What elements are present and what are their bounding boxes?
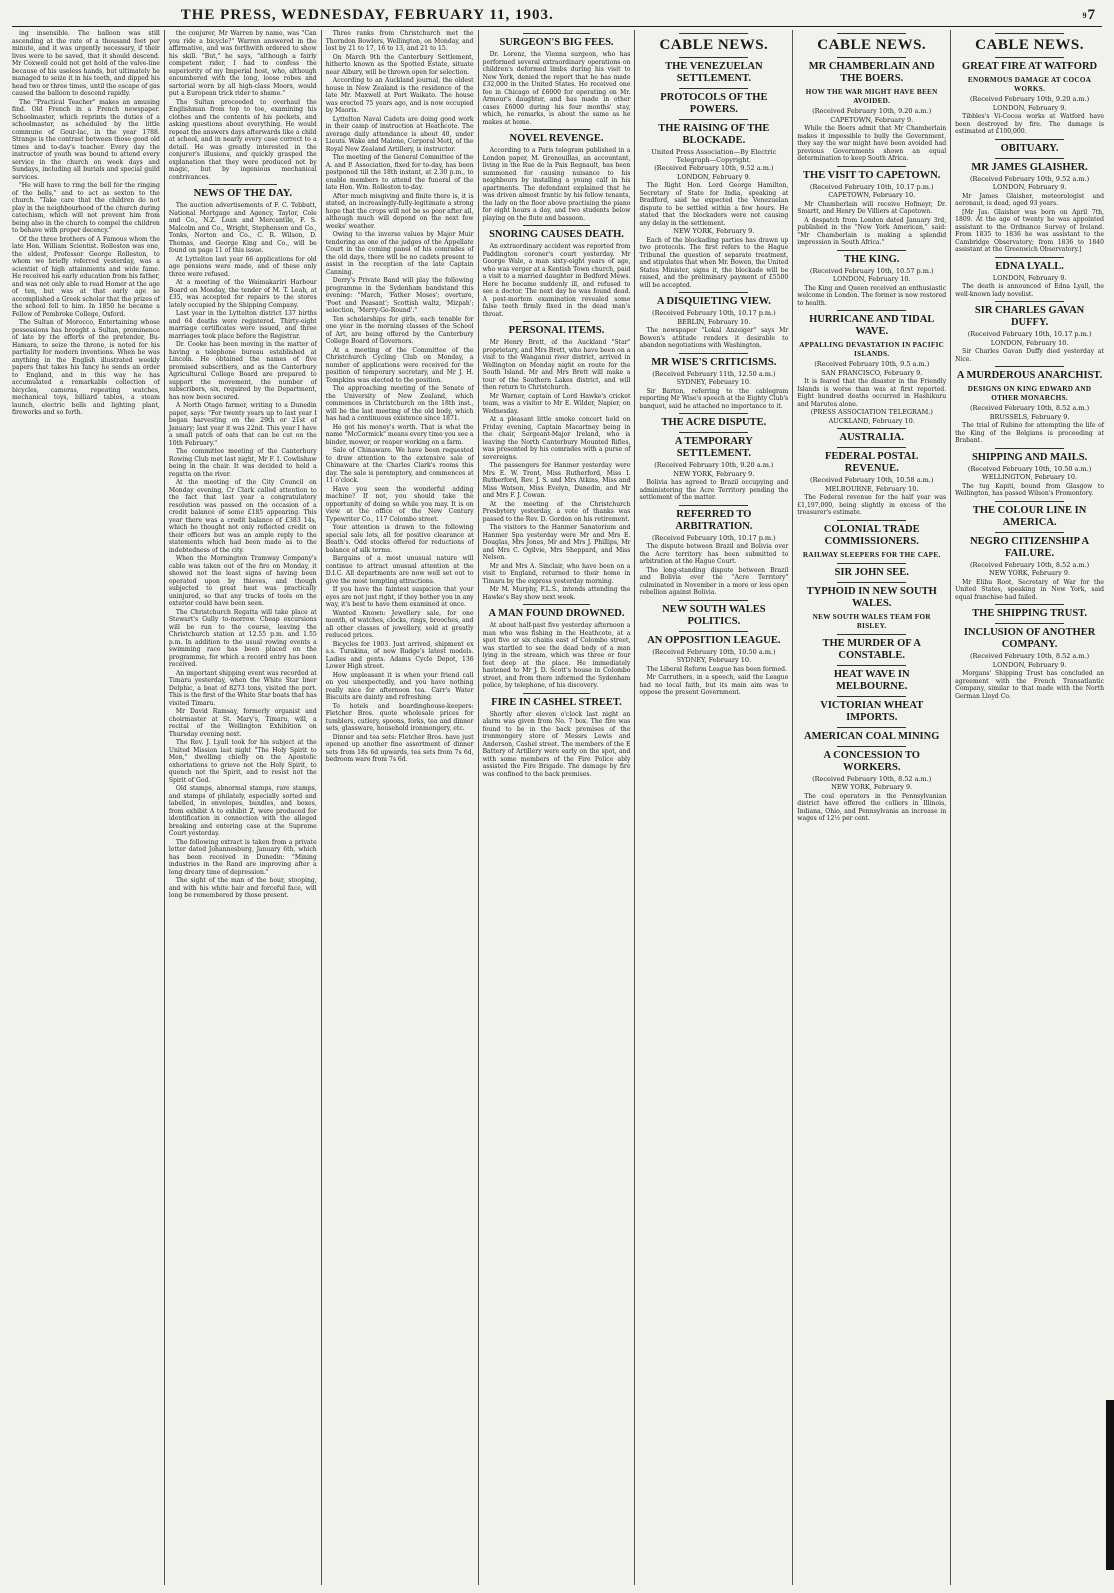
headline: VICTORIAN WHEAT IMPORTS. xyxy=(820,699,924,723)
divider xyxy=(679,505,748,506)
headline: SIR JOHN SEE. xyxy=(834,566,909,578)
article-paragraph: The Christchurch Regatta will take place at Stewart's Gully to-morrow. Cheap excursions will be run to the course, leaving the Christchurch station at 12.55 p.m. and 1.55 p.m. In addition to the usual rowing events a swimming race has been placed on the programme, for which a record entry has been received. xyxy=(168,608,317,668)
dateline: SAN FRANCISCO, February 9. xyxy=(821,368,923,377)
article-paragraph: Sir Charles Gavan Duffy died yesterday at Nice. xyxy=(955,348,1105,363)
article-paragraph: According to an Auckland journal, the oldest house in New Zealand is the residence of the late Mr. Maxwell at Port Waikato. The house was erected 75 years ago, and is now occupied by Maoris. xyxy=(325,77,474,114)
divider xyxy=(679,600,748,601)
divider xyxy=(837,250,906,251)
divider xyxy=(679,33,748,34)
divider xyxy=(837,428,906,429)
divider xyxy=(995,57,1064,58)
divider xyxy=(837,582,906,583)
dateline: (Received February 10th, 10.50 a.m.) xyxy=(967,464,1092,473)
scan-edge-shadow xyxy=(1106,1400,1114,1570)
article-paragraph: The auction advertisements of F. C. Tebbutt, National Mortgage and Agency, Taylor, Cole and Co., N.Z. Loan and Mercantile, F. S. Malcolm and Co., Wright, Stephenson and Co., Tonks, Norton and Co., C. R. Wilson, D. Thomas, and George King and Co., will be found on page 11 of this issue. xyxy=(168,202,317,254)
headline: A MURDEROUS ANARCHIST. xyxy=(956,370,1103,381)
column-1 xyxy=(8,30,165,1585)
headline: MR WISE'S CRITICISMS. xyxy=(651,356,777,368)
article-paragraph: It is feared that the disaster in the Friendly Islands is worse than was at first reported. Eight hundred deaths occurred in Hashikuru and Marutea alone. xyxy=(797,378,947,408)
article-paragraph: The approaching meeting of the Senate of the University of New Zealand, which commences in Christchurch on the 18th inst., will be the last meeting of the old body, which has had a continuous existence since 1871. xyxy=(325,385,474,422)
article-paragraph: After much misgiving and finite there is, it is stated, an increasingly-fully-legitimate a strong hope that the crops will not be so poor after all, although much will depend on the next few weeks' weather. xyxy=(325,192,474,230)
divider xyxy=(995,366,1064,367)
article-paragraph: The meeting of the General Committee of the A. and P. Association, fixed for to-day, has been postponed till the 18th instant, at 2.30 p.m., to enable members to attend the funeral of the late Hon. Wm. Rolleston to-day. xyxy=(325,154,474,191)
divider xyxy=(995,623,1064,624)
article-paragraph: Bicycles for 1903. Just arrived, shipment ex s.s. Turakina, of new Rudge's latest models. Ladies and gents. Adams Cycle Depot, 136 Lower High street. xyxy=(325,640,474,670)
dateline: (Received February 10th, 9.20 a.m.) xyxy=(969,95,1090,103)
dateline: (Received February 10th, 8.52 a.m.) xyxy=(812,774,932,783)
dateline: NEW YORK, February 9. xyxy=(831,783,913,791)
article-paragraph: Mr James Glaisher, meteorologist and aeronaut, is dead, aged 93 years. xyxy=(955,192,1105,207)
headline: CABLE NEWS. xyxy=(975,37,1085,53)
article-paragraph: Old stamps, abnormal stamps, rare stamps, and stamps of philately, especially sorted and labelled, in envelopes, bundles, and boxes, from exhibit A to exhibit Z, were produced for identification in connection with the alleged breaking and entering case at the Supreme Court yesterday. xyxy=(168,785,317,837)
divider xyxy=(837,310,906,311)
divider xyxy=(523,225,591,226)
dateline: (Received February 10th, 9.20 a.m.) xyxy=(654,461,774,469)
page-number: 7 xyxy=(1087,6,1096,23)
dateline: LONDON, February 9. xyxy=(677,172,751,181)
article-paragraph: Sir Barton, referring to the cablegram reporting Mr Wise's speech at the Eighty Club's banquet, said he attached no importance to it. xyxy=(639,387,789,410)
article-paragraph: A North Otago farmer, writing to a Dunedin paper, says: "For twenty years up to last year I began harvesting on the 29th or 21st of January; last year it was 22nd. This year I have a small patch of oats that can be cut on the 10th February." xyxy=(168,402,317,447)
article-paragraph: To hotels and boardinghouse-keepers: Fletcher Bros. quote wholesale prices for tumblers, cutlery, spoons, forks, tea and dinner sets, glassware, household ironmongery, etc. xyxy=(325,702,474,732)
headline: THE RAISING OF THE BLOCKADE. xyxy=(658,123,770,146)
article-paragraph: The sight of the man of the hour, stooping, and with his white hair and forceful face, will long be remembered by those present. xyxy=(168,877,317,899)
headline: THE MURDER OF A CONSTABLE. xyxy=(822,637,921,661)
article-paragraph: The Liberal Reform League has been formed. xyxy=(646,665,787,673)
headline: A MAN FOUND DROWNED. xyxy=(488,608,625,619)
article-paragraph: The passengers for Hanmer yesterday were Mrs E. W. Trent, Miss Rutherford, Miss I. Rutherford, Rev. J. S. and Mrs Atkins, Miss and Miss Watson, Miss Evelyn, Dunedin, and Mr and Mrs F. J. Cowan. xyxy=(482,462,631,499)
article-paragraph: The Right Hon. Lord George Hamilton, Secretary of State for India, speaking at Bradford, said he expected the Venezuelan dispute to be settled within a few hours. He stated that the blockaders were not causing any delay in the settlement. xyxy=(639,182,789,227)
divider xyxy=(837,727,906,728)
dateline: SYDNEY, February 10. xyxy=(676,378,752,386)
article-paragraph: Mr David Ramsay, formerly organist and choirmaster at St. Mary's, Timaru, will, a recital of the Wellington Exhibition on Thursday evening next. xyxy=(168,708,317,738)
article-paragraph: Bolivia has agreed to Brazil occupying and administering the Acre Territory pending the settlement of the matter. xyxy=(639,479,789,501)
divider xyxy=(995,257,1064,258)
dateline: LONDON, February 9. xyxy=(992,660,1067,669)
divider xyxy=(995,301,1064,302)
dateline: (Received February 10th, 10.58 a.m.) xyxy=(810,476,934,484)
masthead xyxy=(12,4,1102,27)
article-paragraph: A despatch from London dated January 3rd, published in the "New York American," said: "Mr Chamberlain is making a splendid impression in South Africa." xyxy=(797,216,947,246)
article-paragraph: [Mr Jas. Glaisher was born on April 7th, 1809. At the age of twenty he was appointed assistant to the Ordnance Survey of Ireland. From 1835 to 1836 he was assistant to the Cambridge Observatory; from 1836 to 1840 assistant at the Greenwich Observatory.] xyxy=(955,208,1105,253)
headline: OBITUARY. xyxy=(1000,142,1059,154)
headline: AMERICAN COAL MINING xyxy=(804,730,940,742)
article-paragraph: "He will have to ring the bell for the ringing of the bells," and to act as sexton to the church. "Take care that the children do not play in the neighbourhood of the church during catechism, which will not prevent him from being also in the church to compel the children to behave with proper decency." xyxy=(12,182,160,234)
article-paragraph: According to a Paris telegram published in a London paper, M. Grenouillas, an accountant, living in the Rue de la Paix Regnault, has been summoned for causing nuisance to his neighbours by installing a young calf in his apartments. The defendant explained that he was driven almost frantic by his fellow tenants, the lady on the floor above practising the piano for eight hours a day, and two students below playing on the flute and bassoon. xyxy=(482,147,631,222)
article-paragraph: On March 9th the Canterbury Settlement, hitherto known as the Spotted Estate, situate near Albury, will be thrown open for selection. xyxy=(325,53,474,76)
divider xyxy=(837,665,906,666)
divider xyxy=(679,353,748,354)
article-paragraph: At a meeting of the Waimakariri Harbour Board on Monday, the tender of M. T. Leah, at £35, was accepted for repairs to the stores lately occupied by the Shipping Company. xyxy=(168,279,317,309)
headline: GREAT FIRE AT WATFORD xyxy=(962,61,1098,72)
article-paragraph: At a meeting of the Committee of the Christchurch Cycling Club on Monday, a number of applications were received for the position of temporary secretary, and Mr J. H. Tompkins was elected to the position. xyxy=(325,346,474,384)
divider xyxy=(837,563,906,564)
headline: A TEMPORARY SETTLEMENT. xyxy=(674,436,753,459)
headline: THE KING. xyxy=(844,253,900,265)
headline: A DISQUIETING VIEW. xyxy=(656,296,771,307)
article-paragraph: Wanted Known: Jewellery sale, for one month, of watches, clocks, rings, brooches, and all other classes of jewellery, sold at greatly reduced prices. xyxy=(325,609,474,639)
dateline: LONDON, February 10. xyxy=(832,275,911,283)
article-paragraph: Morgans' Shipping Trust has concluded an agreement with the French Transatlantic Company, similar to that made with the North German Lloyd Co. xyxy=(955,670,1105,700)
article-paragraph: The "Practical Teacher" makes an amusing find. Old French in a French newspaper. Schoolmaster, which reprints the duties of a schoolmaster, as scheduled by the little commune of Gour-lac, in the year 1788. Strange is the contrast between those good old times and to-day's teacher. Every day the instructor of youth was bound to attend every service in the church on week days and Sundays, including all burials and special guild services. xyxy=(12,98,160,181)
headline: THE VISIT TO CAPETOWN. xyxy=(803,169,941,181)
headline: FEDERAL POSTAL REVENUE. xyxy=(825,451,919,474)
headline: HEAT WAVE IN MELBOURNE. xyxy=(833,668,910,692)
headline: COLONIAL TRADE COMMISSIONERS. xyxy=(823,523,920,547)
headline: REFERRED TO ARBITRATION. xyxy=(675,508,753,532)
headline: NEGRO CITIZENSHIP A FAILURE. xyxy=(970,535,1090,559)
headline: SIR CHARLES GAVAN DUFFY. xyxy=(974,305,1085,328)
dateline: LONDON, February 10. xyxy=(990,338,1069,347)
dateline: NEW YORK, February 9. xyxy=(673,227,755,235)
article-paragraph: The following extract is taken from a private letter dated Johannesburg, January 6th, which has been received in Dunedin: "Mining industries in the Rand are improving after a long dreary time of depression." xyxy=(168,838,317,876)
article-paragraph: Last year in the Lyttelton district 137 births and 64 deaths were registered. Thirty-eight marriage certificates were issued, and three marriages took place before the Registrar. xyxy=(168,310,317,340)
article-paragraph: ing insensible. The balloon was still ascending at the rate of a thousand feet per minute, and it was urgently necessary, if their lives were to be saved, that it should descend. Mr Coxwell could not get hold of the valve-line because of his useless hands, but ultimately he managed to seize it in his teeth, and dipped his head two or three times, until the escape of gas caused the balloon to descend rapidly. xyxy=(12,30,160,97)
article-paragraph: The Sultan of Morocco, Entertaining whose possessions has brought a Sultan, prominence of late by the efforts of the pretender, Bu-Hamara, to seize the throne, is noted for his partiality for modern inventions. When he was anything in the English illustrated weekly papers that takes his fancy he sends an order to England, and in this way he has accumulated a remarkable collection of bicycles, cameras, repeating watches, mechanical toys, billiard tables, a steam launch, electric bells and lighting plant, fireworks and so forth. xyxy=(12,319,160,416)
article-paragraph: The Rev. J. Lyall took for his subject at the United Mission last night "The Holy Spirit to Men," dwelling chiefly on the Apostolic exhortations to grieve not the Holy Spirit, to quench not the Spirit, and to resist not the Spirit of God. xyxy=(168,739,317,784)
article-paragraph: At the meeting of the City Council on Monday evening, Cr Clark called attention to the fact that last year a congratulatory resolution was passed on the occasion of a credit balance of some £185 appearing. This year there was a credit balance of £383 14s, which he thought not only reflected credit on their officers but was an ample reply to the statements which had been made as to the indebtedness of the city. xyxy=(168,479,317,554)
divider xyxy=(837,520,906,521)
column-7 xyxy=(951,30,1108,1585)
headline: THE VENEZUELAN SETTLEMENT. xyxy=(665,61,763,84)
headline: MR JAMES GLAISHER. xyxy=(971,161,1088,173)
headline: AUSTRALIA. xyxy=(839,432,904,443)
divider xyxy=(679,57,748,58)
article-paragraph: Shortly after eleven o'clock last night an alarm was given from No. 7 box. The fire was found to be in the back premises of the ironmongery store of Messrs Lewis and Anderson, Cashel street. The members of the E Battery of Artillery were early on the spot, and with some members of the Fire Police ably assisted the Fire Brigade. The damage by fire was confined to the back premises. xyxy=(482,710,631,778)
divider xyxy=(995,33,1064,34)
article-paragraph: At the meeting of the Christchurch Presbytery yesterday, a vote of thanks was passed to the Rev. D. Gordon on his retirement. xyxy=(482,500,631,523)
headline: CABLE NEWS. xyxy=(659,37,769,53)
divider xyxy=(837,634,906,635)
article-paragraph: Mr Henry Brett, of the Auckland "Star" proprietary, and Mrs Brett, who have been on a visit to the Wanganui river district, arrived in Wellington on Monday night en route for the South Island. Mr and Mrs Brett will make a tour of the Southern Lakes district, and will then return to Christchurch. xyxy=(482,339,631,391)
article-paragraph: Derry's Private Band will play the following programme in the Sydenham bandstand this evening: "March, 'Father Moses'; overture, 'Poet and Peasant'; Scottish waltz, 'Mizpah'; selection, 'Merry-Go-Round'." xyxy=(325,277,474,314)
article-paragraph: Dr. Cooke has been moving in the matter of having a telephone bureau established at Lincoln. He obtained the names of five promised subscribers, and as the Canterbury Agricultural College Board are prepared to support the movement, the number of subscribers, six, required by the Department, has now been secured. xyxy=(168,341,317,401)
headline: MR CHAMBERLAIN AND THE BOERS. xyxy=(808,61,935,84)
dateline: (Received February 11th, 12.50 a.m.) xyxy=(652,369,776,378)
column-5 xyxy=(635,30,793,1585)
article-paragraph: He got his money's worth. That is what the name "McCormick" means every time you see a binder, mower, or reaper working on a farm. xyxy=(325,423,474,446)
headline: A CONCESSION TO WORKERS. xyxy=(823,749,920,773)
dateline: NEW YORK, February 9. xyxy=(989,569,1071,577)
divider xyxy=(995,532,1064,533)
dateline: CAPETOWN, February 9. xyxy=(830,115,914,124)
headline: SNORING CAUSES DEATH. xyxy=(489,229,624,240)
dateline: (Received February 10th, 10.17 p.m.) xyxy=(809,182,934,191)
article-paragraph: Mr Elihu Root, Secretary of War for the United States, speaking in New York, said equal franchise had failed. xyxy=(955,578,1105,601)
dateline: (Received February 10th, 9.52 a.m.) xyxy=(969,174,1090,183)
article-paragraph: While the Boers admit that Mr Chamberlain makes it impossible to bully the Government, they say the war might have been avoided had previous Governments shown an equal determination to keep South Africa. xyxy=(797,125,947,162)
article-paragraph: The newspaper "Lokal Anzeiger" says Mr Bowen's attitude renders it desirable to abandon negotiations with Washington. xyxy=(639,327,789,349)
headline: PERSONAL ITEMS. xyxy=(508,325,605,336)
article-paragraph: The tug Kapiti, bound from Glasgow to Wellington, has passed Wilson's Promontory. xyxy=(955,482,1105,497)
dateline: LONDON, February 9. xyxy=(992,103,1067,112)
headline: HOW THE WAR MIGHT HAVE BEEN AVOIDED. xyxy=(805,88,938,105)
masthead-title: THE PRESS, WEDNESDAY, FEBRUARY 11, 1903. xyxy=(180,6,554,23)
column-4 xyxy=(479,30,636,1585)
headline: NEW SOUTH WALES POLITICS. xyxy=(662,603,766,627)
dateline: (Received February 10th, 8.52 a.m.) xyxy=(969,560,1090,569)
article-paragraph: Sale of Chinaware. We have been requested to draw attention to the extensive sale of Chinaware at the Charles Clark's rooms this day. The sale is peremptory, and commences at 11 o'clock. xyxy=(325,447,474,484)
article-paragraph: Mr Carruthers, in a speech, said the League had no local faith, but its main aim was to oppose the present Government. xyxy=(639,674,789,696)
article-paragraph: Your attention is drawn to the following special sale lots, all for positive clearance at Beath's. Odd stocks offered for reductions of balance of silk terms. xyxy=(325,524,474,554)
headline: HURRICANE AND TIDAL WAVE. xyxy=(809,314,935,337)
divider xyxy=(837,57,906,58)
article-paragraph: The coal operators in the Pennsylvanian district have offered the colliers in Illinois, Indiana, Ohio, and Pennsylvania an increase in wages of 12½ per cent. xyxy=(797,792,947,822)
headline: SURGEON'S BIG FEES. xyxy=(499,37,614,48)
headline: PROTOCOLS OF THE POWERS. xyxy=(660,92,768,115)
divider xyxy=(523,693,591,694)
article-paragraph: Each of the blockading parties has drawn up two protocols. The first refers to the Hague Tribunal the question of separate treatment, and stipulates that when Mr. Bowen, the United States Minister, signs it, the blockade will be raised, and the preliminary payment of £5500 will be accepted. xyxy=(639,236,789,289)
divider xyxy=(523,129,591,130)
dateline: (Received February 10th, 10.17 p.m.) xyxy=(652,309,776,317)
article-paragraph: The dispute between Brazil and Bolivia over the Acre territory has been submitted to arbitration at the Hague Court. xyxy=(639,543,789,565)
headline: RAILWAY SLEEPERS FOR THE CAPE. xyxy=(802,550,941,559)
headline: CABLE NEWS. xyxy=(817,37,927,53)
article-paragraph: Tibbles's Vi-Cocoa works at Watford have been destroyed by fire. The damage is estimated at £100,000. xyxy=(955,113,1105,135)
divider xyxy=(679,413,748,414)
dateline: (Received February 10th, 9.20 a.m.) xyxy=(812,107,932,115)
dateline: (Received February 10th, 8.52 a.m.) xyxy=(969,652,1090,660)
dateline: BRUSSELS, February 9. xyxy=(989,412,1070,421)
article-paragraph: Mr Chamberlain will receive Hofmeyr, Dr. Smartt, and Henry De Villiers at Capetown. xyxy=(797,200,947,215)
divider xyxy=(995,604,1064,605)
article-paragraph: Have you seen the wonderful adding machine? If not, you should take the opportunity of doing so while you may. It is on view at the office of the New Century Typewriter Co., 117 Colombo street. xyxy=(325,485,474,523)
divider xyxy=(679,631,748,632)
divider xyxy=(679,432,748,433)
dateline: WELLINGTON, February 10. xyxy=(982,473,1078,481)
dateline: (Received February 10th, 10.17 p.m.) xyxy=(652,533,776,542)
headline: TYPHOID IN NEW SOUTH WALES. xyxy=(806,585,937,609)
headline: NEW SOUTH WALES TEAM FOR BISLEY. xyxy=(812,612,931,630)
headline: SHIPPING AND MAILS. xyxy=(971,451,1088,463)
column-6 xyxy=(793,30,951,1585)
dateline: LONDON, February 9. xyxy=(992,273,1067,282)
article-paragraph: the conjurer, Mr Warren by name, was "Can you ride a bicycle?" Warren answered in the affirmative, and was forthwith ordered to show his skill. "But," he says, "although a fairly competent rider, I had to confess the superiority of my Imperial host, who, although encumbered with the long, loose robes and sartorial worn by all high-class Moors, would put a European trick rider to shame." xyxy=(168,30,317,97)
headline: AN OPPOSITION LEAGUE. xyxy=(647,634,781,646)
article-paragraph: The trial of Rubino for attempting the life of the King of the Belgians is proceeding at Brabant. xyxy=(955,422,1105,444)
article-paragraph: Owing to the inverse values by Major Muir tendering as one of the judges of the Appellate Court in the coming panel of his comrades of the old days, there will be no cadets present to assist in the reception of the late Captain Canning. xyxy=(325,231,474,276)
divider xyxy=(995,448,1064,449)
headline: NOVEL REVENGE. xyxy=(509,133,604,144)
article-paragraph: When the Mornington Tramway Company's cable was taken out of the fire on Monday, it showed not the least signs of having been operated upon by thieves, and though subjected to great heat was practically uninjured, so that any tracks of tools on the exterior could have been seen. xyxy=(168,555,317,607)
article-paragraph: Ten scholarships for girls, each tenable for one year in the morning classes of the School of Art, are being offered by the Canterbury College Board of Governors. xyxy=(325,315,474,345)
article-paragraph: Dr. Lorenz, the Vienna surgeon, who has performed several extraordinary operations on children's deformed limbs during his visit to New York, denied the report that he has made £32,000 in the United States. He received one fee in Chicago of £6000 for operating on Mr. Armour's daughter, and has made in other cases £6000 during his four months' stay, which, he remarks, is about the same as he makes at home. xyxy=(482,51,631,126)
divider xyxy=(209,184,277,185)
divider xyxy=(679,119,748,120)
divider xyxy=(523,321,591,322)
article-paragraph: An important shipping event was recorded at Timaru yesterday, when the White Star liner Delphic, a boat of 8273 tons, visited the port. This is the first of the White Star boats that has visited Timaru. xyxy=(168,669,317,707)
article-paragraph: At about half-past five yesterday afternoon a man who was fishing in the Heathcote, at a spot five or six chains east of Colombo street, was startled to see the dead body of a man lying in the stream, which was three or four feet deep at the place. He immediately hastened to Mr J. D. Scott's house in Colombo street, and from there informed the Sydenham police, by telephone, of his discovery. xyxy=(482,622,631,689)
headline: EDNA LYALL. xyxy=(995,260,1064,272)
article-paragraph: Mr and Mrs A. Sinclair, who have been on a visit to England, returned to their home in Timaru by the express yesterday morning. xyxy=(482,562,631,585)
dateline: (Received February 10th, 9.5 a.m.) xyxy=(814,360,930,368)
article-paragraph: The visitors to the Hanmer Sanatorium and Hanmer Spa yesterday were Mr and Mrs E. Douglas, Mrs Jones, Mr and Mrs J. Phillips, Mr and Mrs C. Ogilvie, Mrs Sheppard, and Miss Nelson. xyxy=(482,524,631,561)
dateline: (Received February 10th, 8.52 a.m.) xyxy=(969,404,1090,412)
article-paragraph: The death is announced of Edna Lyall, the well-known lady novelist. xyxy=(955,283,1105,298)
article-paragraph: The Sultan proceeded to overhaul the Englishman from top to toe, examining his clothes and the contents of his pockets, and asking questions about everything. He would repeat the answers days afterwards like a child at school, and in nearly every case correct to a detail. He was greatly interested in the conjurer's illusions, and quickly grasped the explanation that they were produced not by magic, but by ingenious mechanical contrivances. xyxy=(168,98,317,181)
divider xyxy=(837,33,906,34)
divider xyxy=(679,292,748,293)
article-paragraph: Of the three brothers of A Famous whom the late Hon. William Scientist. Rolleston was one, the eldest, Professor George Rolleston, to whom we briefly referred yesterday, was a scientist of high attainments and wide fame. He received his early education from his father, and was not only able to read Homer at the age of ten, but was at that early age so accomplished a Greek scholar that the prizes of the school fell to him. In 1850 he became a Fellow of Pembroke College, Oxford. xyxy=(12,235,160,318)
article-paragraph: If you have the faintest suspicion that your eyes are not just right, if they bother you in any way, it's best to have them examined at once. xyxy=(325,586,474,608)
headline: THE ACRE DISPUTE. xyxy=(661,417,767,428)
headline: THE COLOUR LINE IN AMERICA. xyxy=(972,504,1087,528)
column-3 xyxy=(322,30,479,1585)
divider xyxy=(995,139,1064,140)
dateline: BERLIN, February 10. xyxy=(677,317,751,326)
article-paragraph: The King and Queen received an enthusiastic welcome in London. The former is now restored to health. xyxy=(797,284,947,307)
article-paragraph: The committee meeting of the Canterbury Rowing Club met last night, Mr F. I. Cowlishaw being in the chair. It was decided to hold a regatta on the river. xyxy=(168,448,317,478)
divider xyxy=(995,158,1064,159)
article-paragraph: At Lyttelton last year 66 applications for old age pensions were made, and of these only three were refused. xyxy=(168,255,317,278)
dateline: LONDON, February 9. xyxy=(992,183,1067,191)
article-paragraph: At a pleasant little smoke concert held on Friday evening, Captain Macartney being in the chair, Sergeant-Major Ireland, who is leaving the North Canterbury Mounted Rifles, was presented by his comrades with a purse of sovereigns. xyxy=(482,416,631,461)
article-paragraph: Mr Warner, captain of Lord Hawke's cricket team, was a visitor to Mr E. Wilder, Napier, on Wednesday. xyxy=(482,392,631,415)
headline: FIRE IN CASHEL STREET. xyxy=(491,696,622,708)
page-mark: 9 xyxy=(1082,10,1088,20)
divider xyxy=(679,88,748,89)
dateline: CAPETOWN, February 10. xyxy=(828,191,916,199)
dateline: United Press Association—By Electric Telegraph—Copyright. xyxy=(651,148,777,164)
article-paragraph: The long-standing dispute between Brazil and Bolivia over the "Acre Territory" culminated in November in a more or less open rebellion against Bolivia. xyxy=(639,566,789,596)
divider xyxy=(523,604,591,605)
headline: THE SHIPPING TRUST. xyxy=(972,608,1088,619)
divider xyxy=(837,696,906,697)
dateline: AUCKLAND, February 10. xyxy=(828,416,915,425)
divider xyxy=(837,166,906,167)
article-paragraph: How unpleasant it is when your friend call on you unexpectedly, and you have nothing really nice for afternoon tea. Carr's Water Biscuits are dainty and refreshing. xyxy=(325,671,474,701)
dateline: (Received February 10th, 9.52 a.m.) xyxy=(654,164,774,172)
dateline: NEW YORK, February 9. xyxy=(673,469,755,478)
article-paragraph: Dinner and tea sets: Fletcher Bros. have just opened up another fine assortment of dinner sets from 18s 6d upwards, tea sets from 7s 6d, bedroom ware from 7s 6d. xyxy=(325,733,474,763)
dateline: MELBOURNE, February 10. xyxy=(825,484,919,493)
article-paragraph: The Federal revenue for the half year was £1,197,000, being slightly in excess of the treasurer's estimate. xyxy=(797,494,947,516)
headline: NEWS OF THE DAY. xyxy=(193,188,292,199)
headline: DESIGNS ON KING EDWARD AND OTHER MONARCHS. xyxy=(967,385,1092,402)
headline: INCLUSION OF ANOTHER COMPANY. xyxy=(963,627,1096,650)
newspaper-columns xyxy=(8,30,1108,1585)
dateline: (Received February 10th, 10.57 p.m.) xyxy=(809,266,934,275)
dateline: SYDNEY, February 10. xyxy=(676,656,752,664)
article-paragraph: Mr M. Murphy, F.L.S., intends attending the Hawke's Bay show next week. xyxy=(482,586,631,601)
dateline: (PRESS ASSOCIATION TELEGRAM.) xyxy=(810,408,933,416)
divider xyxy=(995,501,1064,502)
headline: APPALLING DEVASTATION IN PACIFIC ISLANDS. xyxy=(799,341,945,358)
divider xyxy=(837,447,906,448)
dateline: (Received February 10th, 10.17 p.m.) xyxy=(967,330,1092,338)
headline: ENORMOUS DAMAGE AT COCOA WORKS. xyxy=(967,76,1092,93)
dateline: (Received February 10th, 10.50 a.m.) xyxy=(652,647,776,656)
article-paragraph: Bargains of a most unusual nature will continue to attract unusual attention at the D.I.C. All departments are now well set out to give the most tempting attractions. xyxy=(325,555,474,585)
article-paragraph: Three ranks from Christchurch met the Thorndon Bowlers, Wellington, on Monday, and lost by 21 to 17, 16 to 13, and 21 to 15. xyxy=(325,30,474,52)
article-paragraph: An extraordinary accident was reported from Paddington coroner's court yesterday. Mr George Wale, a man sixty-eight years of age, who was verger at a Kentish Town church, paid a visit to a married daughter in Bedford Mews. Here he became suddenly ill, and refused to see a doctor. The next day he was found dead. A post-mortem examination revealed some false teeth firmly fixed in the dead man's throat. xyxy=(482,243,631,318)
divider xyxy=(837,746,906,747)
divider xyxy=(523,33,591,34)
article-paragraph: Lyttelton Naval Cadets are doing good work in their camp of instruction at Heathcote. The average daily attendance is about 40, under Lieuts. Wake and Malone, Corporal Mott, of the Royal New Zealand Artillery, is instructor. xyxy=(325,115,474,153)
column-2 xyxy=(165,30,322,1585)
